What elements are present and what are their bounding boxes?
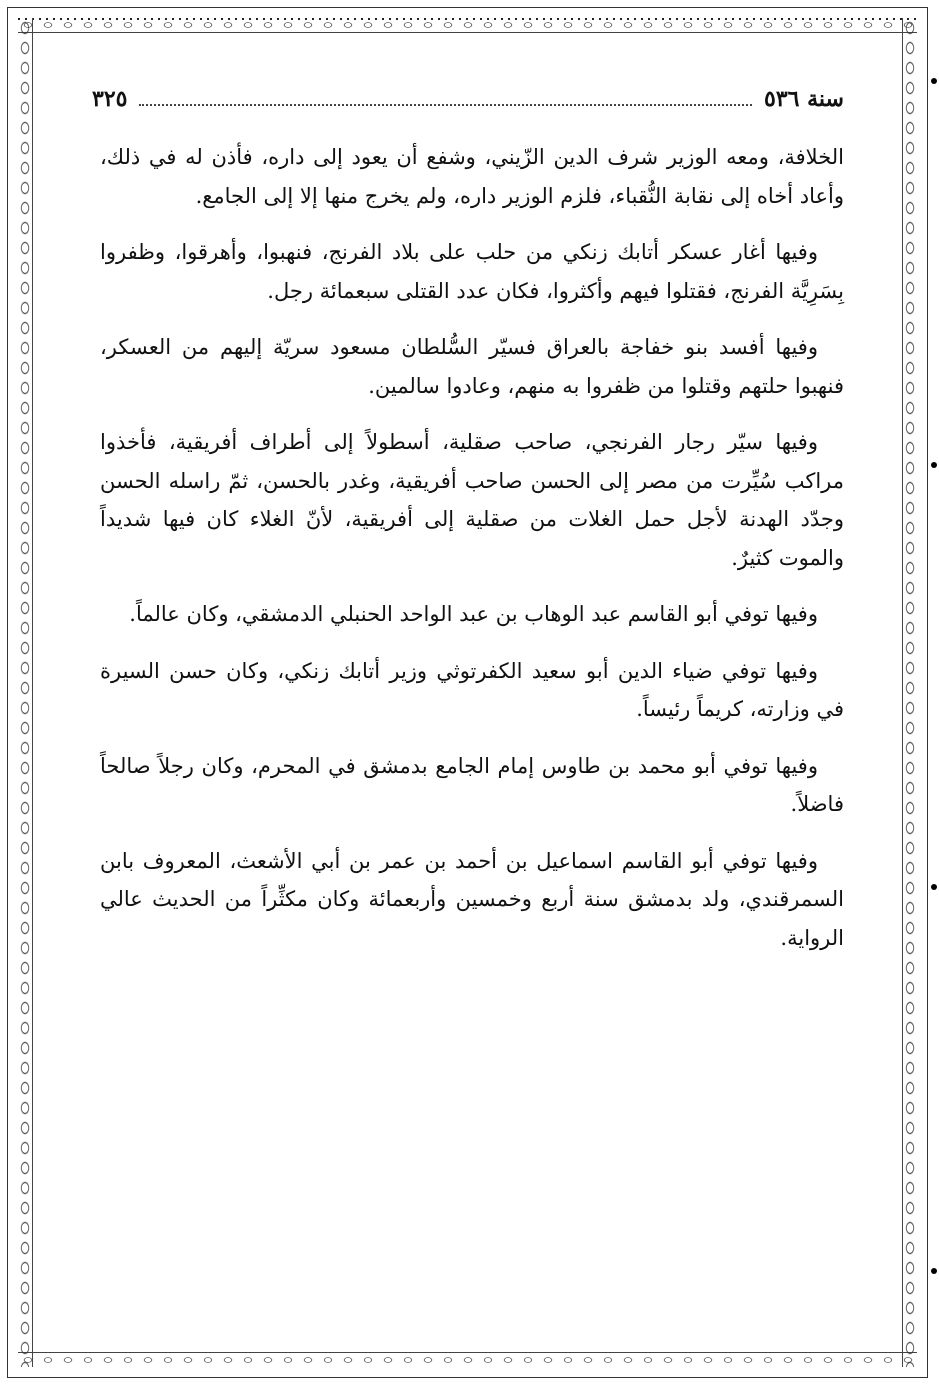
running-header	[92, 86, 844, 116]
paragraph: وفيها توفي أبو القاسم عبد الوهاب بن عبد الواحد الحنبلي الدمشقي، وكان عالماً.	[129, 602, 818, 626]
header-leader-dots	[139, 90, 752, 106]
ornamental-border-bottom	[18, 1352, 917, 1367]
header-year: سنة ٥٣٦	[764, 86, 844, 112]
ornamental-border-right	[902, 18, 917, 1367]
ornamental-border-top	[18, 18, 917, 33]
paragraph: الخلافة، ومعه الوزير شرف الدين الزّيني، وشفع أن يعود إلى داره، فأذن له في ذلك، وأعاد أخاه إلى نقابة النُّقباء، فلزم الوزير داره، ولم يخرج منها إلا إلى الجامع.	[100, 145, 844, 208]
ornamental-border-left	[18, 18, 33, 1367]
paragraph: وفيها توفي ضياء الدين أبو سعيد الكفرتوثي وزير أتابك زنكي، وكان حسن السيرة في وزارته، كريماً رئيساً.	[100, 658, 844, 721]
paragraph: وفيها سيّر رجار الفرنجي، صاحب صقلية، أسطولاً إلى أطراف أفريقية، فأخذوا مراكب سُيِّرت من مصر إلى الحسن صاحب أفريقية، وغدر بالحسن، ثمّ راسله الحسن وجدّد الهدنة لأجل حمل الغلات من صقلية إلى أفريقية، لأنّ الغلاء كان فيها شديداً والموت كثيرٌ.	[100, 430, 844, 570]
margin-dot	[931, 78, 937, 84]
margin-dot	[931, 884, 937, 890]
paragraph: وفيها توفي أبو القاسم اسماعيل بن أحمد بن عمر بن أبي الأشعث، المعروف بابن السمرقندي، ولد بدمشق سنة أربع وخمسين وأربعمائة وكان مكثِّراً من الحديث عالي الرواية.	[100, 848, 844, 950]
page-body	[100, 138, 844, 975]
paragraph: وفيها أفسد بنو خفاجة بالعراق فسيّر السُّلطان مسعود سريّة إليهم من العسكر، فنهبوا حلتهم وقتلوا من ظفروا به منهم، وعادوا سالمين.	[100, 335, 844, 398]
margin-dot	[931, 462, 937, 468]
page-number: ٣٢٥	[92, 86, 128, 112]
paragraph: وفيها أغار عسكر أتابك زنكي من حلب على بلاد الفرنج، فنهبوا، وأهرقوا، وظفروا بِسَرِيَّة الفرنج، فقتلوا فيهم وأكثروا، فكان عدد القتلى سبعمائة رجل.	[100, 240, 844, 303]
paragraph: وفيها توفي أبو محمد بن طاوس إمام الجامع بدمشق في المحرم، وكان رجلاً صالحاً فاضلاً.	[100, 753, 844, 816]
margin-dot	[931, 1268, 937, 1274]
